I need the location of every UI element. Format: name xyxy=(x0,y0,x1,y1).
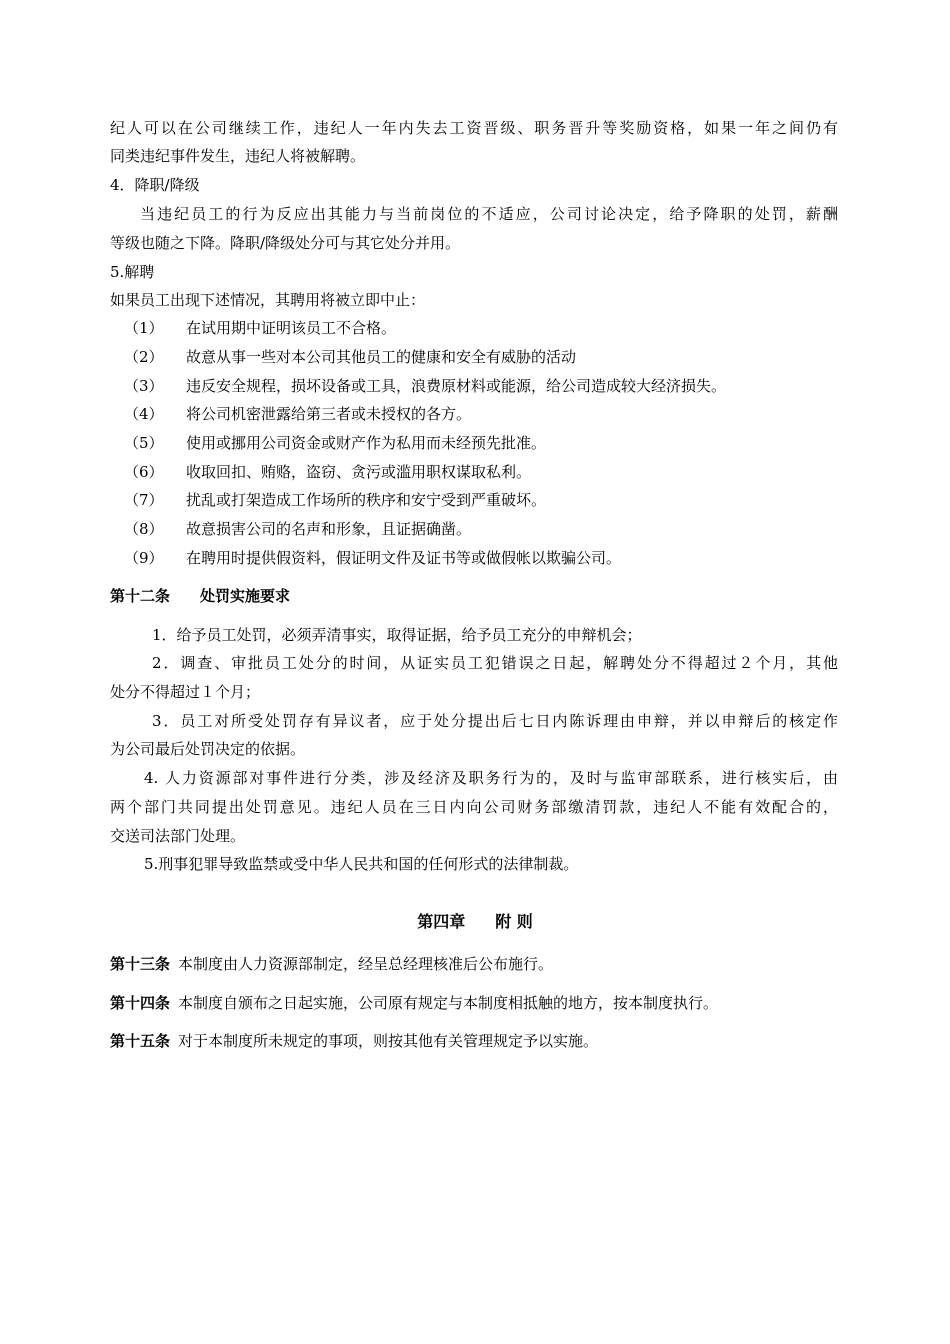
list-item: （5） 使用或挪用公司资金或财产作为私用而未经预先批准。 xyxy=(124,434,547,452)
paragraph-line: 2．调查、审批员工处分的时间，从证实员工犯错误之日起，解聘处分不得超过２个月，其他 xyxy=(152,654,838,672)
chapter-title: 第四章 附 则 xyxy=(417,912,533,931)
list-item: （1） 在试用期中证明该员工不合格。 xyxy=(124,319,397,337)
list-item: （6） 收取回扣、贿赂，盗窃、贪污或滥用职权谋取私利。 xyxy=(124,463,532,481)
paragraph-line: 如果员工出现下述情况，其聘用将被立即中止： xyxy=(110,291,426,309)
paragraph-line: 两个部门共同提出处罚意见。违纪人员在三日内向公司财务部缴清罚款，违纪人不能有效配合的， xyxy=(110,798,838,816)
article-paragraph: 第十四条 本制度自颁布之日起实施，公司原有规定与本制度相抵触的地方，按本制度执行。 xyxy=(110,994,719,1012)
section-heading: 4．降职/降级 xyxy=(110,176,200,194)
paragraph-line: 5.刑事犯罪导致监禁或受中华人民共和国的任何形式的法律制裁。 xyxy=(144,855,579,873)
paragraph-line: 当违纪员工的行为反应出其能力与当前岗位的不适应，公司讨论决定，给予降职的处罚，薪酬 xyxy=(140,205,838,223)
list-item: （9） 在聘用时提供假资料，假证明文件及证书等或做假帐以欺骗公司。 xyxy=(124,549,622,567)
article-paragraph: 第十三条 本制度由人力资源部制定，经呈总经理核准后公布施行。 xyxy=(110,955,554,973)
paragraph-line: 3．员工对所受处罚存有异议者，应于处分提出后七日内陈诉理由申辩，并以申辩后的核定作 xyxy=(152,712,838,730)
list-item: （4） 将公司机密泄露给第三者或未授权的各方。 xyxy=(124,405,472,423)
paragraph-line: 交送司法部门处理。 xyxy=(110,827,246,845)
paragraph-line: 4. 人力资源部对事件进行分类，涉及经济及职务行为的，及时与监审部联系，进行核实后，由 xyxy=(144,769,838,787)
article-paragraph: 第十五条 对于本制度所未规定的事项，则按其他有关管理规定予以实施。 xyxy=(110,1032,599,1050)
list-item: （2） 故意从事一些对本公司其他员工的健康和安全有威胁的活动 xyxy=(124,348,577,366)
paragraph-line: 处分不得超过１个月； xyxy=(110,683,261,701)
list-item: （7） 扰乱或打架造成工作场所的秩序和安宁受到严重破坏。 xyxy=(124,491,547,509)
paragraph-line: 纪人可以在公司继续工作，违纪人一年内失去工资晋级、职务晋升等奖励资格，如果一年之间仍有 xyxy=(110,119,838,137)
paragraph-line: 等级也随之下降。降职/降级处分可与其它处分并用。 xyxy=(110,234,461,252)
paragraph-line: 同类违纪事件发生，违纪人将被解聘。 xyxy=(110,147,366,165)
article-heading: 第十二条 处罚实施要求 xyxy=(110,587,291,605)
paragraph-line: 1．给予员工处罚，必须弄清事实，取得证据，给予员工充分的申辩机会； xyxy=(152,626,642,644)
list-item: （3） 违反安全规程，损坏设备或工具，浪费原材料或能源，给公司造成较大经济损失。 xyxy=(124,377,727,395)
paragraph-line: 为公司最后处罚决定的依据。 xyxy=(110,740,306,758)
section-heading: 5.解聘 xyxy=(110,263,155,281)
list-item: （8） 故意损害公司的名声和形象，且证据确凿。 xyxy=(124,520,472,538)
